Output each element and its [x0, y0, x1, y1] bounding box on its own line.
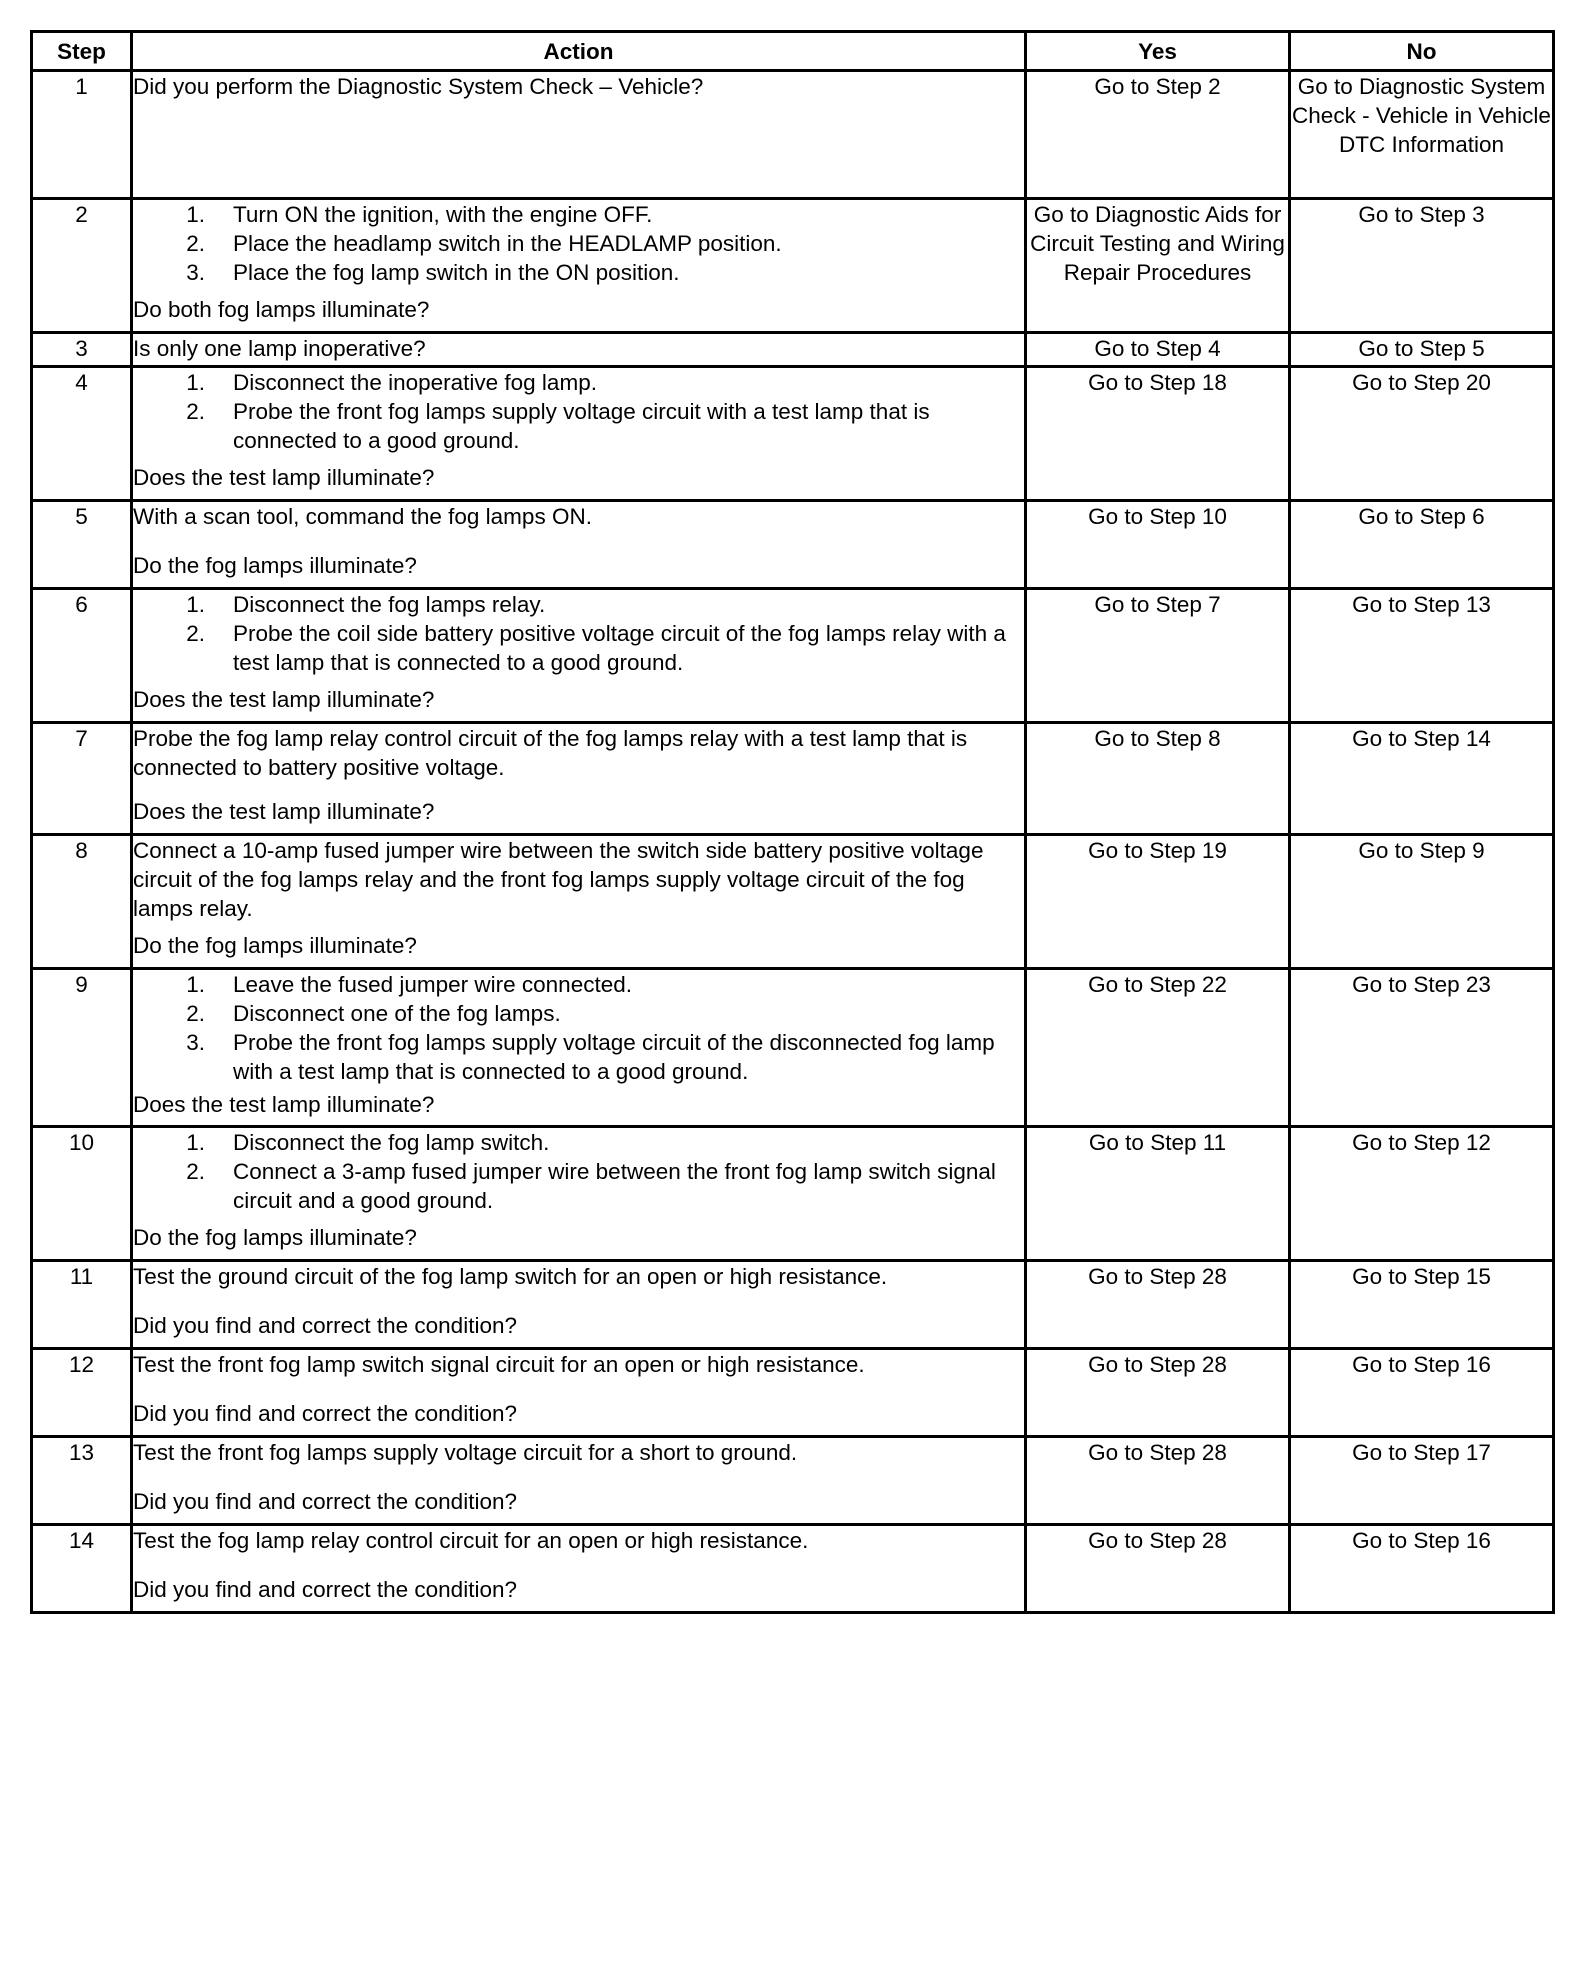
action-cell: [132, 1525, 1026, 1613]
step-number: 11: [32, 1261, 132, 1349]
yes-result: Go to Step 7: [1026, 589, 1290, 723]
table-row: [32, 1525, 1554, 1613]
yes-result: Go to Step 4: [1026, 333, 1290, 367]
action-body: [133, 200, 1024, 287]
action-cell: [132, 333, 1026, 367]
list-item-number: 1.: [186, 592, 205, 617]
step-number: 2: [32, 199, 132, 333]
diagnostic-table: [30, 30, 1555, 1614]
list-item-number: 2.: [186, 231, 205, 256]
action-text: Test the front fog lamps supply voltage circuit for a short to ground.: [133, 1440, 798, 1465]
list-item-text: Disconnect the inoperative fog lamp.: [233, 370, 597, 395]
list-item-text: Turn ON the ignition, with the engine OFF.: [233, 202, 653, 227]
list-item-number: 1.: [186, 202, 205, 227]
action-text: Test the front fog lamp switch signal circuit for an open or high resistance.: [133, 1352, 865, 1377]
step-number: 5: [32, 501, 132, 589]
list-item-text: Connect a 3-amp fused jumper wire between the front fog lamp switch signal circuit and a good ground.: [233, 1159, 996, 1213]
action-text: Test the fog lamp relay control circuit for an open or high resistance.: [133, 1528, 809, 1553]
yes-result: Go to Step 28: [1026, 1525, 1290, 1613]
action-question: Does the test lamp illuminate?: [133, 687, 435, 712]
action-cell: [132, 367, 1026, 501]
no-result: Go to Diagnostic System Check - Vehicle in Vehicle DTC Information: [1290, 71, 1554, 199]
step-number: 6: [32, 589, 132, 723]
action-body: [133, 1526, 1024, 1555]
step-number: 9: [32, 969, 132, 1127]
yes-result: Go to Step 28: [1026, 1261, 1290, 1349]
list-item: [133, 619, 1024, 677]
list-item-number: 1.: [186, 370, 205, 395]
step-number: 3: [32, 333, 132, 367]
table-row: [32, 835, 1554, 969]
table-row: [32, 501, 1554, 589]
no-result: Go to Step 15: [1290, 1261, 1554, 1349]
list-item: [133, 258, 1024, 287]
action-cell: [132, 71, 1026, 199]
action-question: Did you find and correct the condition?: [133, 1489, 517, 1514]
step-number: 13: [32, 1437, 132, 1525]
table-row: [32, 333, 1554, 367]
action-cell: [132, 1127, 1026, 1261]
action-question: Does the test lamp illuminate?: [133, 799, 435, 824]
action-cell: [132, 501, 1026, 589]
action-cell: [132, 723, 1026, 835]
action-text: Connect a 10-amp fused jumper wire between the switch side battery positive voltage circuit of the fog lamps relay and the front fog lamps supply voltage circuit of the fog lamps relay.: [133, 838, 984, 921]
step-number: 12: [32, 1349, 132, 1437]
yes-result: Go to Step 22: [1026, 969, 1290, 1127]
action-steps-list: [133, 1128, 1024, 1215]
step-number: 7: [32, 723, 132, 835]
list-item-number: 1.: [186, 972, 205, 997]
list-item-number: 2.: [186, 621, 205, 646]
action-question: Do the fog lamps illuminate?: [133, 553, 417, 578]
list-item-text: Leave the fused jumper wire connected.: [233, 972, 632, 997]
list-item: [133, 368, 1024, 397]
header-row: [32, 32, 1554, 71]
header-yes: Yes: [1026, 32, 1290, 71]
action-text: With a scan tool, command the fog lamps ON.: [133, 504, 592, 529]
no-result: Go to Step 13: [1290, 589, 1554, 723]
step-number: 1: [32, 71, 132, 199]
action-steps-list: [133, 200, 1024, 287]
action-cell: [132, 835, 1026, 969]
yes-result: Go to Step 8: [1026, 723, 1290, 835]
action-body: [133, 502, 1024, 531]
table-row: [32, 1349, 1554, 1437]
step-number: 10: [32, 1127, 132, 1261]
table-row: [32, 1261, 1554, 1349]
list-item: [133, 200, 1024, 229]
yes-result: Go to Step 11: [1026, 1127, 1290, 1261]
list-item-text: Disconnect the fog lamp switch.: [233, 1130, 550, 1155]
list-item-number: 3.: [186, 260, 205, 285]
action-text: Test the ground circuit of the fog lamp switch for an open or high resistance.: [133, 1264, 888, 1289]
list-item-number: 2.: [186, 1159, 205, 1184]
step-number: 8: [32, 835, 132, 969]
list-item-text: Probe the front fog lamps supply voltage circuit with a test lamp that is connected to a good ground.: [233, 399, 930, 453]
list-item: [133, 970, 1024, 999]
list-item: [133, 1128, 1024, 1157]
list-item: [133, 229, 1024, 258]
list-item-number: 2.: [186, 1001, 205, 1026]
no-result: Go to Step 16: [1290, 1349, 1554, 1437]
table-row: [32, 71, 1554, 199]
action-cell: [132, 1261, 1026, 1349]
list-item-text: Probe the front fog lamps supply voltage circuit of the disconnected fog lamp with a test lamp that is connected to a good ground.: [233, 1030, 995, 1084]
no-result: Go to Step 12: [1290, 1127, 1554, 1261]
list-item-text: Probe the coil side battery positive voltage circuit of the fog lamps relay with a test lamp that is connected to a good ground.: [233, 621, 1006, 675]
header-no: No: [1290, 32, 1554, 71]
action-body: [133, 1438, 1024, 1467]
table-row: [32, 199, 1554, 333]
action-body: [133, 334, 1024, 363]
list-item: [133, 397, 1024, 455]
action-cell: [132, 1349, 1026, 1437]
step-number: 14: [32, 1525, 132, 1613]
action-steps-list: [133, 970, 1024, 1086]
action-cell: [132, 199, 1026, 333]
action-text: Is only one lamp inoperative?: [133, 336, 426, 361]
action-body: [133, 72, 1024, 101]
action-body: [133, 836, 1024, 923]
no-result: Go to Step 23: [1290, 969, 1554, 1127]
no-result: Go to Step 16: [1290, 1525, 1554, 1613]
yes-result: Go to Step 19: [1026, 835, 1290, 969]
yes-result: Go to Step 2: [1026, 71, 1290, 199]
action-text: Did you perform the Diagnostic System Check – Vehicle?: [133, 74, 704, 99]
table-row: [32, 1437, 1554, 1525]
table-row: [32, 1127, 1554, 1261]
no-result: Go to Step 17: [1290, 1437, 1554, 1525]
list-item: [133, 999, 1024, 1028]
list-item-number: 3.: [186, 1030, 205, 1055]
action-body: [133, 1128, 1024, 1215]
no-result: Go to Step 3: [1290, 199, 1554, 333]
list-item-text: Place the fog lamp switch in the ON position.: [233, 260, 680, 285]
no-result: Go to Step 9: [1290, 835, 1554, 969]
yes-result: Go to Diagnostic Aids for Circuit Testing and Wiring Repair Procedures: [1026, 199, 1290, 333]
action-cell: [132, 969, 1026, 1127]
list-item-number: 2.: [186, 399, 205, 424]
action-question: Did you find and correct the condition?: [133, 1577, 517, 1602]
action-body: [133, 970, 1024, 1086]
action-question: Do the fog lamps illuminate?: [133, 1225, 417, 1250]
no-result: Go to Step 20: [1290, 367, 1554, 501]
action-cell: [132, 589, 1026, 723]
action-question: Do the fog lamps illuminate?: [133, 933, 417, 958]
list-item-number: 1.: [186, 1130, 205, 1155]
table-row: [32, 367, 1554, 501]
list-item-text: Place the headlamp switch in the HEADLAMP position.: [233, 231, 782, 256]
action-body: [133, 368, 1024, 455]
list-item: [133, 1028, 1024, 1086]
list-item: [133, 590, 1024, 619]
action-body: [133, 1262, 1024, 1291]
action-question: Did you find and correct the condition?: [133, 1401, 517, 1426]
action-steps-list: [133, 368, 1024, 455]
action-steps-list: [133, 590, 1024, 677]
yes-result: Go to Step 10: [1026, 501, 1290, 589]
action-text: Probe the fog lamp relay control circuit of the fog lamps relay with a test lamp that is connected to battery positive voltage.: [133, 726, 968, 780]
no-result: Go to Step 5: [1290, 333, 1554, 367]
table-row: [32, 969, 1554, 1127]
action-question: Did you find and correct the condition?: [133, 1313, 517, 1338]
action-body: [133, 724, 1024, 782]
list-item-text: Disconnect the fog lamps relay.: [233, 592, 546, 617]
action-question: Do both fog lamps illuminate?: [133, 297, 430, 322]
table-row: [32, 589, 1554, 723]
step-number: 4: [32, 367, 132, 501]
list-item: [133, 1157, 1024, 1215]
action-body: [133, 1350, 1024, 1379]
action-question: Does the test lamp illuminate?: [133, 1092, 435, 1117]
action-cell: [132, 1437, 1026, 1525]
yes-result: Go to Step 18: [1026, 367, 1290, 501]
action-question: Does the test lamp illuminate?: [133, 465, 435, 490]
yes-result: Go to Step 28: [1026, 1437, 1290, 1525]
table-row: [32, 723, 1554, 835]
action-body: [133, 590, 1024, 677]
no-result: Go to Step 14: [1290, 723, 1554, 835]
yes-result: Go to Step 28: [1026, 1349, 1290, 1437]
list-item-text: Disconnect one of the fog lamps.: [233, 1001, 561, 1026]
header-step: Step: [32, 32, 132, 71]
no-result: Go to Step 6: [1290, 501, 1554, 589]
header-action: Action: [132, 32, 1026, 71]
